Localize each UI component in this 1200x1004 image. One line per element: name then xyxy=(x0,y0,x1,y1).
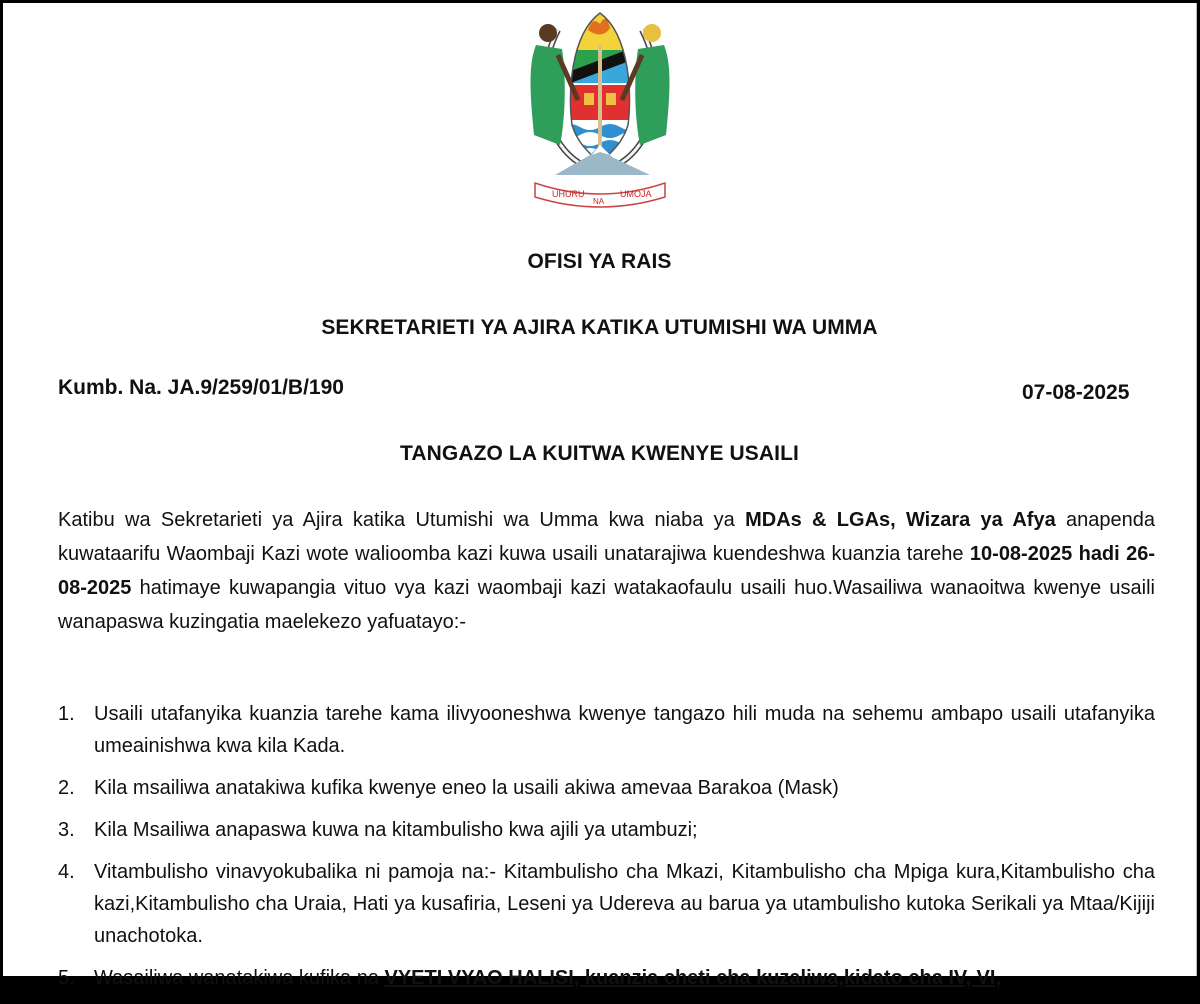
motto-mid: NA xyxy=(593,197,605,206)
instruction-item xyxy=(58,856,1155,952)
item-number: 3. xyxy=(58,819,75,841)
item-bold-text: VYETI VYAO HALISI, kuanzia cheti cha kuzaliwa,kidato cha IV, VI, xyxy=(384,967,1002,989)
item-text: Kila Msailiwa anapaswa kuwa na kitambulisho kwa ajili ya utambuzi; xyxy=(94,819,698,841)
item-text: Kila msailiwa anatakiwa kufika kwenye eneo la usaili akiwa amevaa Barakoa (Mask) xyxy=(94,777,839,799)
intro-text-2: anapenda kuwataarifu Waombaji Kazi wote walioomba kazi kuwa usaili unatarajiwa kuendeshwa kuanzia tarehe xyxy=(58,509,1155,565)
item-number: 5. xyxy=(58,967,75,989)
instruction-item xyxy=(58,814,1155,846)
intro-text-1: Katibu wa Sekretarieti ya Ajira katika Utumishi wa Umma kwa niaba ya xyxy=(58,509,746,531)
instruction-item xyxy=(58,698,1155,762)
instruction-item xyxy=(58,962,1155,994)
intro-dates-bold: 10-08-2025 hadi 26-08-2025 xyxy=(58,543,1156,599)
item-text: Usaili utafanyika kuanzia tarehe kama ilivyooneshwa kwenye tangazo hili muda na sehemu ambapo usaili utafanyika umeainishwa kwa kila Kada. xyxy=(94,703,1155,757)
secretariat-heading: SEKRETARIETI YA AJIRA KATIKA UTUMISHI WA UMMA xyxy=(321,316,878,339)
item-text: Wasailiwa wanatakiwa kufika na xyxy=(94,967,385,989)
motto-left: UHURU xyxy=(552,189,585,199)
item-number: 1. xyxy=(58,703,75,725)
item-number: 2. xyxy=(58,777,75,799)
item-number: 4. xyxy=(58,861,75,883)
item-text: Vitambulisho vinavyokubalika ni pamoja na:- Kitambulisho cha Mkazi, Kitambulisho cha Mpiga kura,Kitambulisho cha kazi,Kitambulisho cha Uraia, Hati ya kusafiria, Leseni ya Udereva au barua ya utambulisho kutoka Serikali ya Mtaa/Kijiji unachotoka. xyxy=(94,861,1155,947)
intro-text-3: hatimaye kuwapangia vituo vya kazi waombaji kazi watakaofaulu usaili huo.Wasailiwa wanaoitwa kwenye usaili wanapaswa kuzingatia maelekezo yafuatayo:- xyxy=(58,577,1155,633)
document-page xyxy=(3,3,1197,989)
office-heading: OFISI YA RAIS xyxy=(527,250,672,273)
intro-paragraph xyxy=(58,503,1155,639)
coat-of-arms-emblem xyxy=(500,5,700,210)
document-date: 07-08-2025 xyxy=(1022,381,1130,404)
announcement-title: TANGAZO LA KUITWA KWENYE USAILI xyxy=(400,442,799,465)
instruction-item xyxy=(58,772,1155,804)
reference-number: Kumb. Na. JA.9/259/01/B/190 xyxy=(58,376,344,399)
intro-employer-bold: MDAs & LGAs, Wizara ya Afya xyxy=(745,509,1056,531)
instructions-list xyxy=(58,698,1155,1004)
motto-right: UMOJA xyxy=(620,189,652,199)
